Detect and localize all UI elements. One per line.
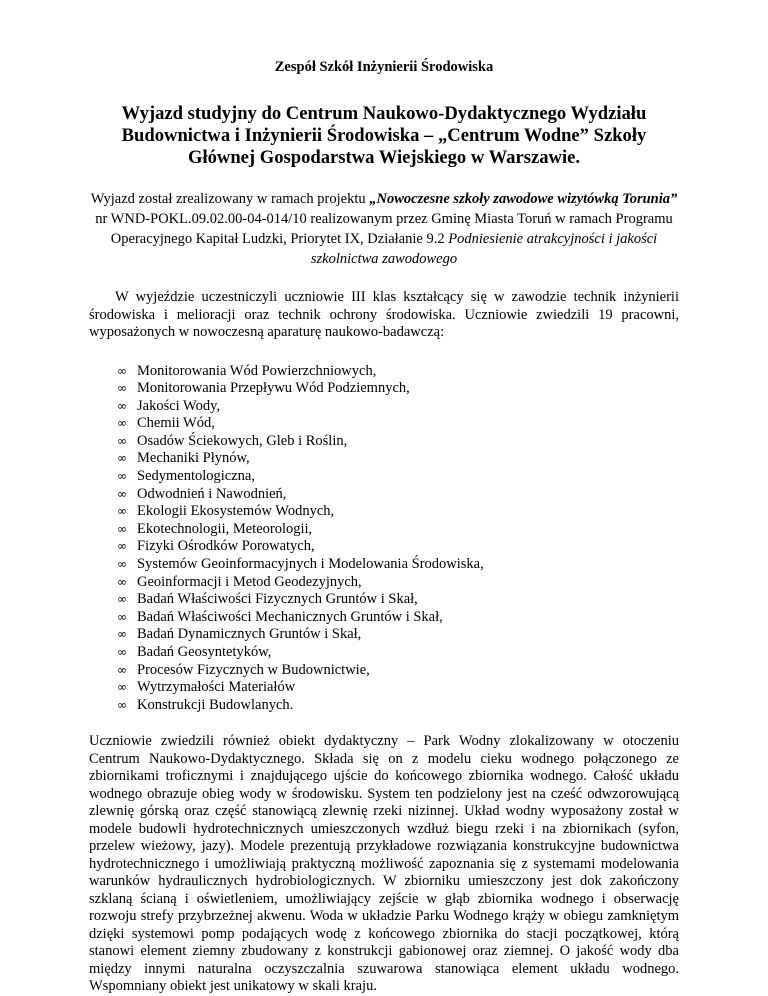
infinity-bullet-icon: ∞ [117, 539, 127, 554]
lab-name: Osadów Ściekowych, Gleb i Roślin, [137, 432, 348, 449]
lab-name: Jakości Wody, [137, 397, 221, 414]
project-info [89, 189, 679, 269]
infinity-bullet-icon: ∞ [117, 627, 127, 642]
lab-list-item [89, 363, 679, 381]
lab-name: Procesów Fizycznych w Budownictwie, [137, 661, 370, 678]
lab-name: Mechaniki Płynów, [137, 450, 250, 467]
infinity-bullet-icon: ∞ [117, 433, 127, 448]
infinity-bullet-icon: ∞ [117, 381, 127, 396]
lab-list-item [89, 398, 679, 416]
labs-list [89, 363, 679, 715]
infinity-bullet-icon: ∞ [117, 416, 127, 431]
lab-name: Monitorowania Wód Powierzchniowych, [137, 362, 377, 379]
lab-name: Wytrzymałości Materiałów [137, 679, 296, 696]
infinity-bullet-icon: ∞ [117, 469, 127, 484]
lab-name: Geoinformacji i Metod Geodezyjnych, [137, 573, 362, 590]
lab-list-item [89, 450, 679, 468]
lab-list-item [89, 486, 679, 504]
lab-name: Ekologii Ekosystemów Wodnych, [137, 503, 335, 520]
lab-name: Fizyki Ośrodków Porowatych, [137, 538, 315, 555]
lab-name: Badań Geosyntetyków, [137, 644, 272, 660]
water-park-paragraph: Uczniowie zwiedzili również obiekt dydaktyczny – Park Wodny zlokalizowany w otoczeniu Centrum Naukowo-Dydaktycznego. Składa się on z modelu cieku wodnego połączonego ze zbiornikami troficznymi i znajdującego ujście do końcowego zbiornika wodnego. Całość układu wodnego obrazuje obieg wody w środowisku. System ten podzielony jest na cześć odwzorowującą zlewnię górską oraz część stanowiącą zlewnię rzeki nizinnej. Układ wodny wyposażony został w modele budowli hydrotechnicznych umieszczonych wzdłuż biegu rzeki i na zbiornikach (syfon, przelew wieżowy, jazy). Modele prezentują przykładowe rozwiązania konstrukcyjne budownictwa hydrotechnicznego i umożliwiają praktyczną możliwość zapoznania się z systemami modelowania warunków hydraulicznych hydrobiologicznych. W zbiorniku umieszczony jest dok zakończony szklaną ścianą i oświetleniem, umożliwiający zejście w głąb zbiornika wodnego i obserwację rozwoju strefy przybrzeżnej akwenu. Woda w układzie Parku Wodnego krąży w obiegu zamkniętym dzięki systemowi pomp podających wodę z końcowego zbiornika do stacji początkowej, którą stanowi element ziemny zbudowany z konstrukcji gabionowej oraz ziemnej. O jakość wody dba między innymi naturalna oczyszczalnia szuwarowa stanowiąca element układu wodnego. Wspomniany obiekt jest unikatowy w skali kraju. [89, 733, 679, 995]
infinity-bullet-icon: ∞ [117, 680, 127, 695]
lab-list-item [89, 433, 679, 451]
lab-list-item [89, 538, 679, 556]
lab-list-item [89, 609, 679, 627]
project-measure: Podniesienie atrakcyjności i jakości szkolnictwa zawodowego [310, 231, 658, 267]
lab-list-item [89, 556, 679, 574]
lab-name: Systemów Geoinformacyjnych i Modelowania Środowiska, [137, 556, 484, 573]
school-name: Zespół Szkół Inżynierii Środowiska [274, 59, 494, 75]
infinity-bullet-icon: ∞ [117, 451, 127, 466]
infinity-bullet-icon: ∞ [117, 398, 127, 413]
lab-list-item [89, 468, 679, 486]
project-name: „Nowoczesne szkoły zawodowe wizytówką Torunia” [369, 191, 678, 207]
infinity-bullet-icon: ∞ [117, 486, 127, 501]
lab-name: Ekotechnologii, Meteorologii, [137, 520, 313, 537]
document-title: Wyjazd studyjny do Centrum Naukowo-Dydaktycznego Wydziału Budownictwa i Inżynierii Środowiska – „Centrum Wodne” Szkoły Głównej Gospodarstwa Wiejskiego w Warszawie. [121, 103, 647, 168]
intro-paragraph: W wyjeździe uczestniczyli uczniowie III klas kształcący się w zawodzie technik inżynierii środowiska i melioracji oraz technik ochrony środowiska. Uczniowie zwiedzili 19 pracowni, wyposażonych w nowoczesną aparaturę naukowo-badawczą: [89, 289, 679, 340]
infinity-bullet-icon: ∞ [117, 557, 127, 572]
infinity-bullet-icon: ∞ [117, 609, 127, 624]
lab-name: Badań Dynamicznych Gruntów i Skał, [137, 626, 362, 643]
infinity-bullet-icon: ∞ [117, 645, 127, 659]
lab-name: Chemii Wód, [137, 415, 215, 432]
lab-list-item [89, 697, 679, 715]
lab-name: Sedymentologiczna, [137, 468, 255, 485]
lab-list-item [89, 644, 679, 662]
lab-list-item [89, 574, 679, 592]
lab-name: Konstrukcji Budowlanych. [137, 696, 294, 713]
infinity-bullet-icon: ∞ [117, 662, 127, 677]
infinity-bullet-icon: ∞ [117, 521, 127, 536]
infinity-bullet-icon: ∞ [117, 574, 127, 589]
lab-list-item [89, 503, 679, 521]
lab-name: Badań Właściwości Mechanicznych Gruntów i Skał, [137, 608, 443, 625]
lab-list-item [89, 662, 679, 680]
lab-name: Badań Właściwości Fizycznych Gruntów i Skał, [137, 591, 418, 608]
lab-name: Odwodnień i Nawodnień, [137, 485, 287, 502]
lab-list-item [89, 679, 679, 697]
lab-name: Monitorowania Przepływu Wód Podziemnych, [137, 380, 410, 397]
project-details: nr WND-POKL.09.02.00-04-014/10 realizowanym przez Gminę Miasta Toruń w ramach Programu Operacyjnego Kapitał Ludzki, Priorytet IX, Działanie 9.2 [95, 211, 673, 247]
infinity-bullet-icon: ∞ [117, 504, 127, 519]
infinity-bullet-icon: ∞ [117, 592, 127, 607]
infinity-bullet-icon: ∞ [117, 363, 127, 378]
infinity-bullet-icon: ∞ [117, 697, 127, 712]
lab-list-item [89, 591, 679, 609]
lab-list-item [89, 380, 679, 398]
project-prefix: Wyjazd został zrealizowany w ramach projektu [90, 191, 370, 207]
lab-list-item [89, 415, 679, 433]
lab-list-item [89, 626, 679, 644]
lab-list-item [89, 521, 679, 539]
